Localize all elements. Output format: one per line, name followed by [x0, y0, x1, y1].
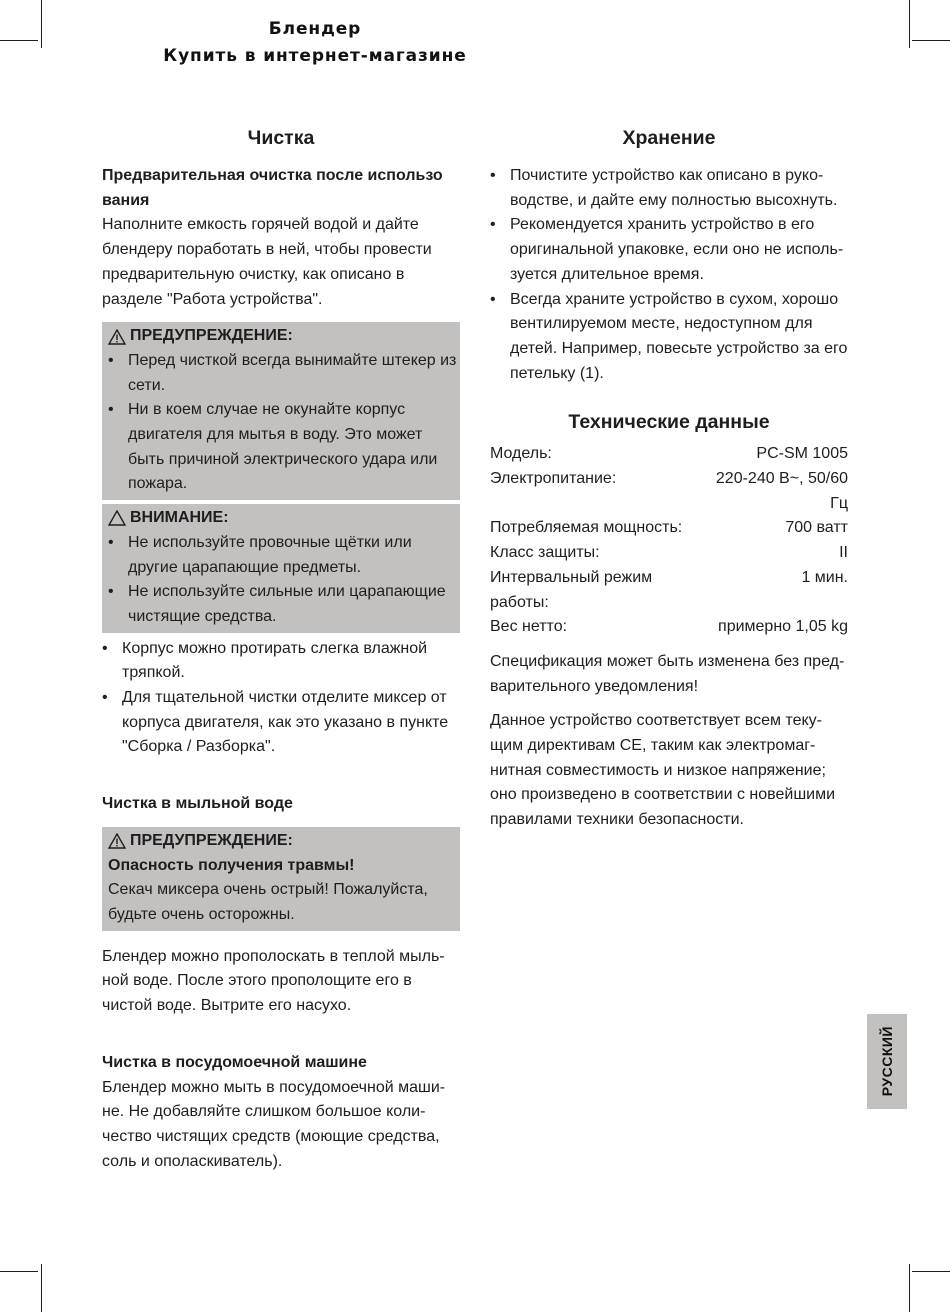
pre-clean-title: Предварительная очистка после использо вания: [102, 167, 443, 209]
page-title: Блендер: [268, 19, 362, 39]
table-row: [490, 541, 848, 566]
table-row: [490, 467, 848, 516]
list-item: • Для тщательной чистки отделите миксер от корпуса двигателя, как это указано в пункте "Сборка / Разборка".: [102, 686, 460, 760]
caution-label: ВНИМАНИЕ:: [130, 509, 229, 527]
spec-label: Потребляемая мощность:: [490, 519, 683, 537]
spec-label: Интервальный режим работы:: [490, 568, 653, 611]
spec-value: II: [839, 544, 848, 562]
warning-triangle-icon: [108, 329, 126, 345]
warning-text: Секач миксера очень острый! Пожалуйста, будьте очень осторожны.: [108, 881, 428, 923]
warning-title: [108, 324, 460, 349]
crop-mark: [909, 1264, 910, 1312]
spec-value: примерно 1,05 kg: [718, 618, 848, 636]
spec-label: Вес нетто:: [490, 618, 568, 636]
list-item: • Не используйте сильные или царапающие чистящие средства.: [108, 580, 460, 629]
spec-label: Модель:: [490, 445, 552, 463]
warning-triangle-icon: [108, 833, 126, 849]
spec-value: 1 мин.: [801, 568, 848, 586]
cleaning-heading: Чистка: [247, 127, 315, 149]
list-item: • Корпус можно протирать слегка влажной тряпкой.: [102, 637, 460, 686]
storage-list: [490, 164, 848, 386]
crop-mark: [0, 1271, 38, 1272]
dishwasher-title: Чистка в посудомоечной машине: [102, 1053, 367, 1071]
crop-mark: [41, 0, 42, 48]
caution-box: [102, 504, 460, 633]
caution-list: [108, 531, 460, 630]
warning-list: [108, 349, 460, 497]
crop-mark: [41, 1264, 42, 1312]
table-row: [490, 566, 848, 615]
list-item: • Рекомендуется хранить устройство в его оригинальной упаковке, если оно не исполь- зуется длительное время.: [490, 213, 848, 287]
spec-value: PC-SM 1005: [756, 445, 848, 463]
warning-box: [102, 827, 460, 931]
page-header: [120, 16, 510, 70]
spec-value: 220-240 В~, 50/60 Гц: [715, 470, 848, 512]
injury-subtitle: Опасность получения травмы!: [108, 856, 355, 874]
right-column: [490, 124, 848, 833]
spec-label: Класс защиты:: [490, 544, 600, 562]
cleaning-list: [102, 637, 460, 761]
spec-label: Электропитание:: [490, 470, 617, 488]
list-item: • Не используйте провочные щётки или другие царапающие предметы.: [108, 531, 460, 580]
language-label: РУССКИЙ: [879, 1026, 895, 1097]
crop-mark: [912, 1271, 950, 1272]
table-row: [490, 615, 848, 640]
list-item: • Ни в коем случае не окунайте корпус двигателя для мытья в воду. Это может быть причиной электрического удара или пожара.: [108, 398, 460, 497]
crop-mark: [912, 40, 950, 41]
pre-clean-text: Наполните емкость горячей водой и дайте блендеру поработать в ней, чтобы провести предварительную очистку, как описано в разделе "Работа устройства".: [102, 216, 432, 308]
list-item: • Всегда храните устройство в сухом, хорошо вентилируемом месте, недоступном для детей. Например, повесьте устройство за его петельку (1).: [490, 288, 848, 387]
warning-title: [108, 829, 460, 854]
specs-table: [490, 442, 848, 640]
caution-triangle-icon: [108, 510, 126, 526]
caution-title: [108, 506, 460, 531]
soap-title: Чистка в мыльной воде: [102, 795, 293, 813]
list-item: • Почистите устройство как описано в руко- водстве, и дайте ему полностью высохнуть.: [490, 164, 848, 213]
warning-box: [102, 322, 460, 500]
left-column: [102, 124, 460, 1174]
warning-label: ПРЕДУПРЕЖДЕНИЕ:: [130, 831, 293, 849]
dishwasher-text: Блендер можно мыть в посудомоечной маши- не. Не добавляйте слишком большое коли- чество чистящих средств (моющие средства, соль и ополаскиватель).: [102, 1078, 446, 1170]
table-row: [490, 442, 848, 467]
ce-text: Данное устройство соответствует всем теку- щим директивам CE, таким как электромаг- нитная совместимость и низкое напряжение; оно произведено в соответствии с новейшими правилами техники безопасности.: [490, 712, 836, 829]
spec-value: 700 ватт: [785, 519, 848, 537]
shop-link[interactable]: Купить в интернет-магазине: [163, 46, 467, 66]
language-tab: [867, 1014, 907, 1109]
crop-mark: [0, 40, 38, 41]
list-item: • Перед чисткой всегда вынимайте штекер из сети.: [108, 349, 460, 398]
table-row: [490, 516, 848, 541]
storage-heading: Хранение: [622, 127, 716, 149]
tech-heading: Технические данные: [568, 411, 770, 434]
crop-mark: [909, 0, 910, 48]
spec-note: Спецификация может быть изменена без пред- варительного уведомления!: [490, 652, 845, 695]
soap-text: Блендер можно прополоскать в теплой мыль- ной воде. После этого прополощите его в чистой воде. Вытрите его насухо.: [102, 947, 445, 1015]
warning-label: ПРЕДУПРЕЖДЕНИЕ:: [130, 327, 293, 345]
